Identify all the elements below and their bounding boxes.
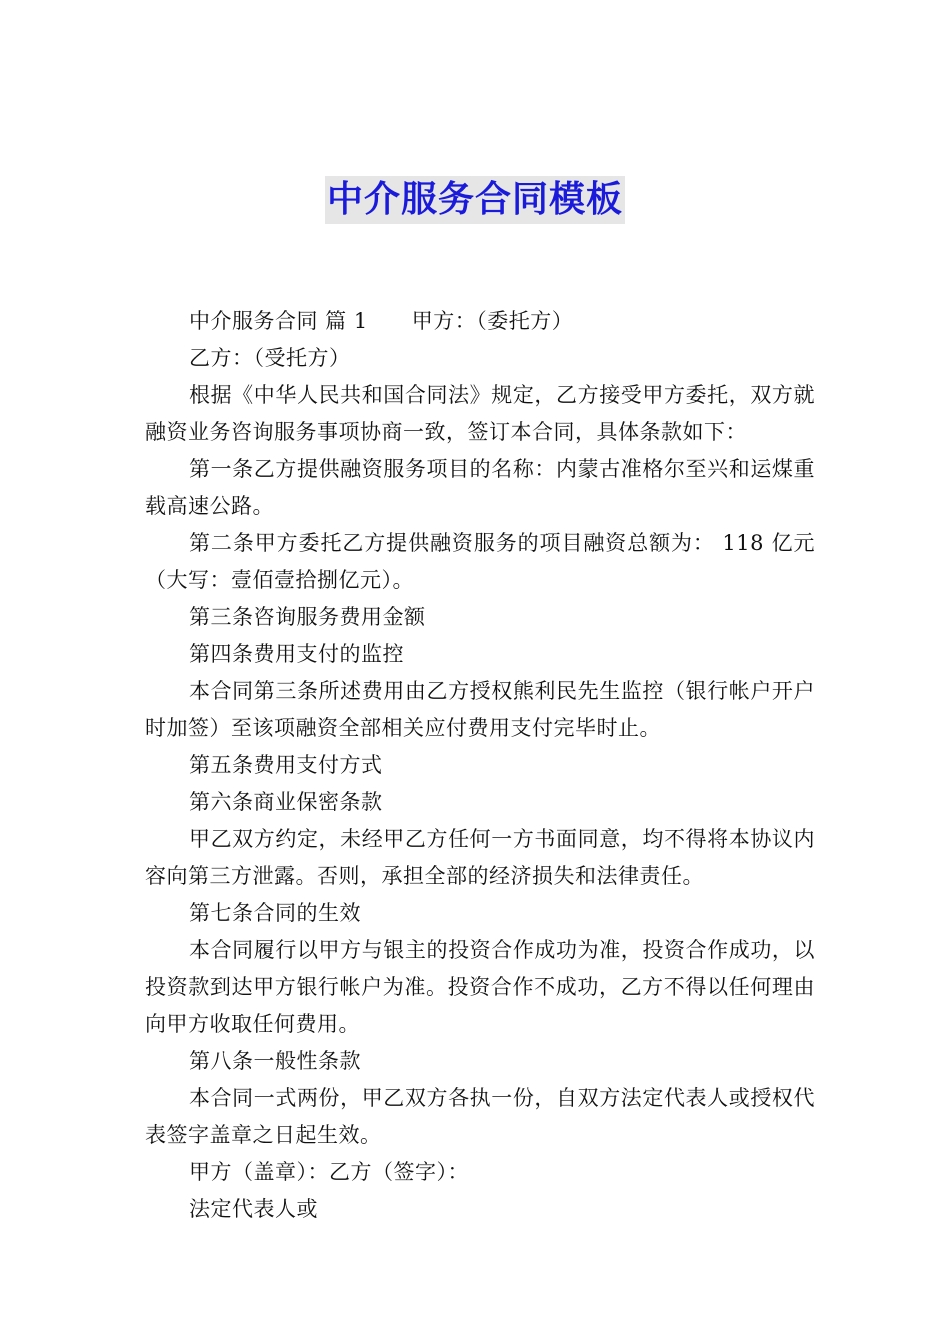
- paragraph: 根据《中华人民共和国合同法》规定，乙方接受甲方委托，双方就融资业务咨询服务事项协商一致，签订本合同，具体条款如下：: [145, 383, 815, 444]
- paragraph: 第一条乙方提供融资服务项目的名称：内蒙古准格尔至兴和运煤重载高速公路。: [145, 457, 815, 518]
- paragraph: 法定代表人或: [189, 1197, 318, 1221]
- paragraph: 第二条甲方委托乙方提供融资服务的项目融资总额为： 118 亿元（大写：壹佰壹拾捌亿元）。: [145, 531, 815, 592]
- paragraph: 第七条合同的生效: [189, 901, 361, 925]
- contract-heading: 中介服务合同 篇 1: [189, 309, 368, 333]
- paragraph: 第三条咨询服务费用金额: [189, 605, 426, 629]
- paragraph: 本合同履行以甲方与银主的投资合作成功为准，投资合作成功，以投资款到达甲方银行帐户为准。投资合作不成功，乙方不得以任何理由向甲方收取任何费用。: [145, 938, 815, 1036]
- title-area: [0, 176, 950, 224]
- paragraph: 第五条费用支付方式: [189, 753, 383, 777]
- header-line: [145, 303, 815, 340]
- paragraph: 本合同第三条所述费用由乙方授权熊利民先生监控（银行帐户开户时加签）至该项融资全部相关应付费用支付完毕时止。: [145, 679, 815, 740]
- paragraph: 本合同一式两份，甲乙双方各执一份，自双方法定代表人或授权代表签字盖章之日起生效。: [145, 1086, 815, 1147]
- paragraph: 第六条商业保密条款: [189, 790, 383, 814]
- document-title: 中介服务合同模板: [325, 176, 625, 224]
- document-body: [145, 303, 815, 1228]
- paragraph: 甲乙双方约定，未经甲乙方任何一方书面同意，均不得将本协议内容向第三方泄露。否则，承担全部的经济损失和法律责任。: [145, 827, 815, 888]
- paragraph: 乙方：（受托方）: [189, 346, 351, 370]
- party-a-label: 甲方：（委托方）: [411, 309, 574, 333]
- paragraph: 第四条费用支付的监控: [189, 642, 404, 666]
- paragraph: 第八条一般性条款: [189, 1049, 361, 1073]
- signature-line: 甲方（盖章）：乙方（签字）：: [189, 1160, 469, 1184]
